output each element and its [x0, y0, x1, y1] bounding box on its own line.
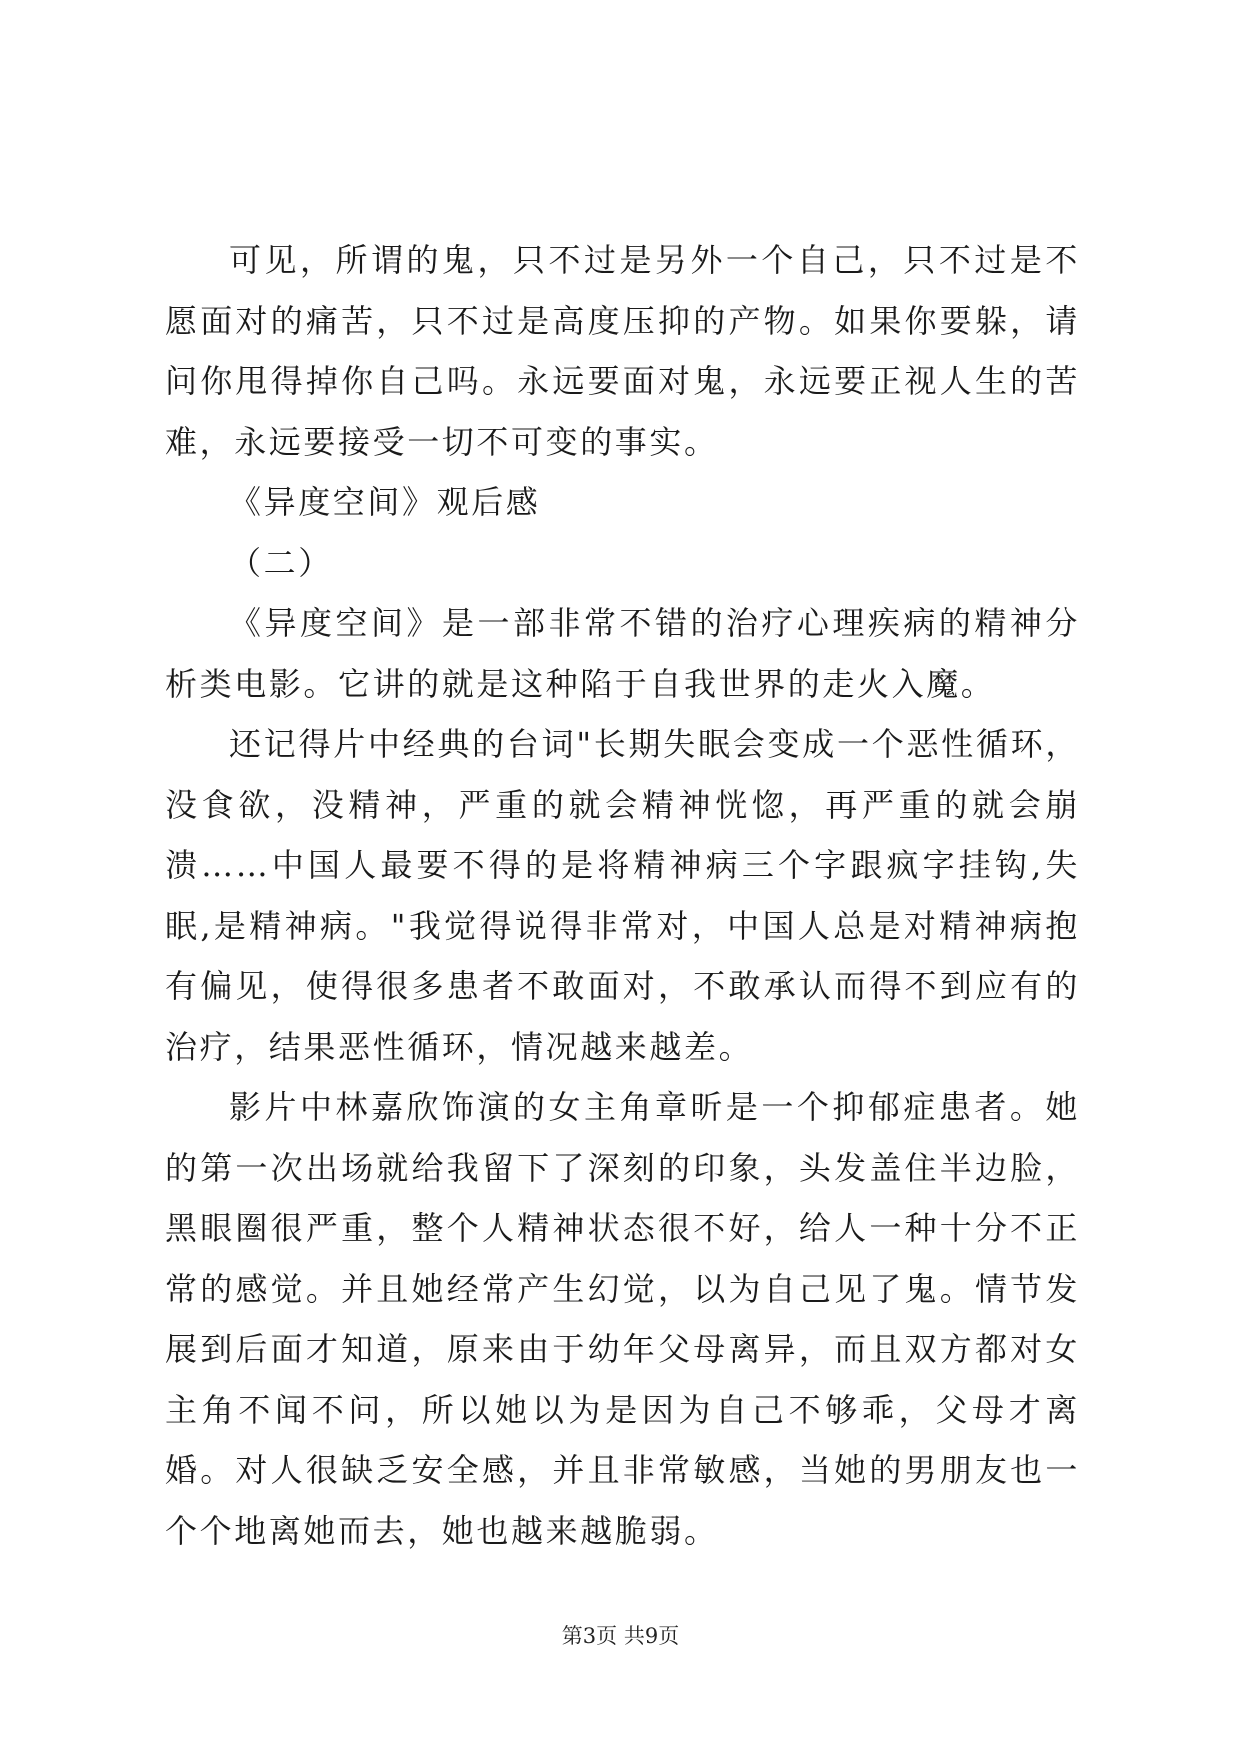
paragraph-film-intro: 《异度空间》是一部非常不错的治疗心理疾病的精神分析类电影。它讲的就是这种陷于自我世界的走火入魔。	[165, 604, 1080, 703]
document-body	[165, 230, 1080, 1561]
paragraph-protagonist: 影片中林嘉欣饰演的女主角章昕是一个抑郁症患者。她的第一次出场就给我留下了深刻的印象，头发盖住半边脸，黑眼圈很严重，整个人精神状态很不好，给人一种十分不正常的感觉。并且她经常产生幻觉，以为自己见了鬼。情节发展到后面才知道，原来由于幼年父母离异，而且双方都对女主角不闻不问，所以她以为是因为自己不够乖，父母才离婚。对人很缺乏安全感，并且非常敏感，当她的男朋友也一个个地离她而去，她也越来越脆弱。	[165, 1088, 1080, 1550]
paragraph-classic-quote: 还记得片中经典的台词"长期失眠会变成一个恶性循环，没食欲，没精神，严重的就会精神恍惚，再严重的就会崩溃……中国人最要不得的是将精神病三个字跟疯字挂钩,失眠,是精神病。"我觉得说得非常对，中国人总是对精神病抱有偏见，使得很多患者不敢面对，不敢承认而得不到应有的治疗，结果恶性循环，情况越来越差。	[165, 725, 1080, 1066]
page-number-footer: 第3页 共9页	[561, 1624, 680, 1648]
paragraph-ghost-conclusion: 可见，所谓的鬼，只不过是另外一个自己，只不过是不愿面对的痛苦，只不过是高度压抑的产物。如果你要躲，请问你甩得掉你自己吗。永远要面对鬼，永远要正视人生的苦难，永远要接受一切不可变的事实。	[165, 241, 1080, 461]
section-title: 《异度空间》观后感	[229, 483, 541, 521]
section-number: （二）	[229, 543, 333, 582]
